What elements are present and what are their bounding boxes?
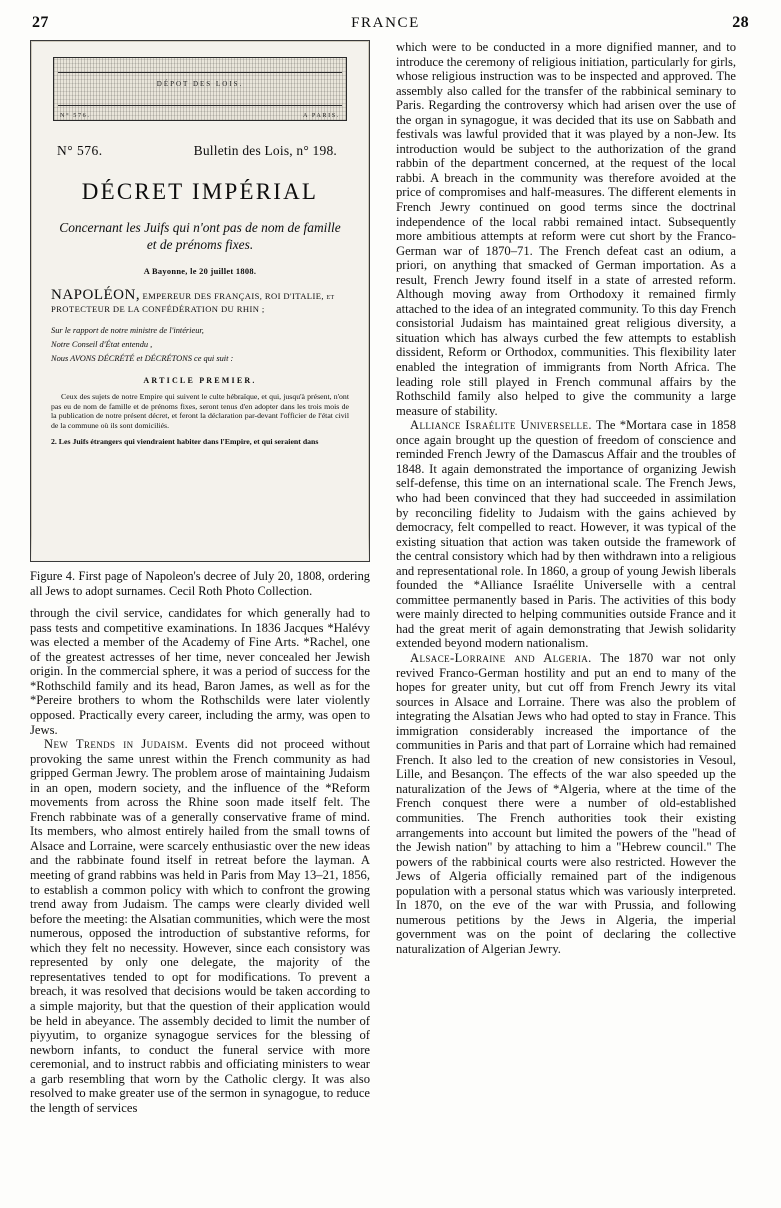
decree-facsimile-image xyxy=(30,40,370,562)
facsimile-decree-title: DÉCRET IMPÉRIAL xyxy=(81,179,319,204)
two-column-body xyxy=(30,40,751,1190)
facsimile-decree-subtitle: Concernant les Juifs qui n'ont pas de nom de famille et de prénoms fixes. xyxy=(59,220,341,252)
facsimile-preamble-titles: EMPEREUR DES FRANÇAIS, ROI D'ITALIE, et PROTECTEUR DE LA CONFÉDÉRATION DU RHIN ; xyxy=(51,291,335,314)
facsimile-place-date: A Bayonne, le 20 juillet 1808. xyxy=(143,267,257,276)
paragraph-dignified-manner: which were to be conducted in a more dignified manner, and to introduce the ceremony of religious initiation, particularly for girls, whose religious instruction was to be inspected and approved. The assembly also called for the transfer of the rabbinical seminary to Paris. Regarding the controversy which had arisen over the use of the organ in synagogue, it was decided that its use on Sabbath and festivals was lawful provided that it was played by a non-Jew. Its introduction would be subject to the authorization of the grand rabbin of the department concerned, at the request of the local rabbi. A breach in the community was therefore avoided at the price of compromises and half-measures. The different elements in French Jewry continued on good terms since the doctrinal independence of the local rabbi remained intact. Subsequently more ambitious attempts at reform were cut short by the Franco-German war of 1870–71. The French defeat cast an odium, a priori, on anything that smacked of German importation. As a result, French Jewry found itself in a state of arrested reform. Although moving away from Orthodoxy it remained firmly attached to the idea of an integrated community. To this day French consistorial Judaism has maintained great religious diversity, a situation which has always curbed the few attempts to establish dissident, Reform or Orthodox, communities. This flexibility later enabled the integration of immigrants from North Africa. The leading role still played in French communal affairs by the Rothschild family also helped to give the community a large measure of stability. xyxy=(396,40,736,418)
facsimile-bulletin-label: Bulletin des Lois, n° 198. xyxy=(193,143,337,158)
paragraph-civil-service: through the civil service, candidates for which generally had to pass tests and competitive examinations. In 1836 Jacques *Halévy was elected a member of the Academy of Fine Arts. *Rachel, one of the greatest actresses of her time, never concealed her Jewish origin. In the commercial sphere, it was a period of success for the *Rothschild family and its head, Baron James, as well as for the *Pereire brothers to whom the Rothschilds were later violently opposed. Practically every career, including the army, was open to Jews. xyxy=(30,606,370,737)
facsimile-line-1: Sur le rapport de notre ministre de l'intérieur, xyxy=(51,326,204,335)
facsimile-decree-number: N° 576. xyxy=(57,143,103,158)
facsimile-preamble-name: NAPOLÉON, xyxy=(51,287,141,303)
left-column xyxy=(30,40,372,1190)
facsimile-article-text: Ceux des sujets de notre Empire qui suivent le culte hébraïque, et qui, jusqu'à présent, n'ont pas eu de nom de famille et de prénoms fixes, seront tenus d'en adopter dans les trois mois de la publication de notre présent décret, et feront la déclaration par-devant l'officier de l'état civil de la commune où ils sont domiciliés. xyxy=(51,392,349,430)
facsimile-preamble-lines xyxy=(47,324,353,366)
right-column xyxy=(394,40,736,1190)
running-head xyxy=(30,14,751,32)
facsimile-bottom-fade xyxy=(31,535,369,561)
figure-caption: Figure 4. First page of Napoleon's decree of July 20, 1808, ordering all Jews to adopt surnames. Cecil Roth Photo Collection. xyxy=(30,569,370,598)
facsimile-preamble xyxy=(47,289,353,316)
running-head-title: FRANCE xyxy=(351,15,420,31)
figure-4 xyxy=(30,40,370,598)
facsimile-line-2: Notre Conseil d'État entendu , xyxy=(51,340,153,349)
facsimile-band-left: N° 576. xyxy=(60,112,91,119)
facsimile-article-2: 2. Les Juifs étrangers qui viendraient habiter dans l'Empire, et qui seraient dans xyxy=(51,437,319,447)
paragraph-alliance-text: The *Mortara case in 1858 once again brought up the question of freedom of conscience and reminded French Jewry of the Damascus Affair and the troubles of 1848. It again demonstrated the importance of organizing Jewish self-defense, this time on an international scale. The French Jews, who had been convinced that they had succeeded in assimilation by reconciling fidelity to Judaism with the gains achieved by democracy, felt compelled to react. However, it was typical of the existing situation that action was taken outside the framework of the central consistory which had by then withdrawn into a religious and representational role. In 1860, a group of young Jewish liberals founded the *Alliance Israélite Universelle with a central committee permanently based in Paris. The activities of this body were mainly directed to helping communities outside France and it had the great merit of again demonstrating that Jewish solidarity extended beyond modern nationalism. xyxy=(396,418,736,651)
facsimile-article-heading: ARTICLE PREMIER. xyxy=(143,376,257,385)
paragraph-new-trends xyxy=(30,737,370,1115)
page-number-left: 27 xyxy=(32,14,49,31)
facsimile-bulletin-line xyxy=(57,143,337,159)
facsimile-line-3: Nous AVONS DÉCRÉTÉ et DÉCRÉTONS ce qui suit : xyxy=(51,354,234,363)
engraved-header-band xyxy=(53,57,347,121)
facsimile-band-center: DÉPOT DES LOIS. xyxy=(156,80,244,88)
paragraph-alsace-algeria-text: The 1870 war not only revived Franco-German hostility and put an end to many of the hopes for greater unity, but cut off from French Jewry its vital sources in Alsace and Lorraine. There was also the problem of integrating the Alsatian Jews who had opted to stay in France. This immigration considerably increased the importance of the communities in Paris and that part of Lorraine which had remained French. It also led to the creation of new consistories in Vesoul, Lille, and Besançon. The effects of the war also speeded up the naturalization of the Jews of *Algeria, where at the time of the French conquest there were a number of old-established communities. The French authorities took their existing arrangements into account but limited the powers of the "head of the Jewish nation" by attaching to him a "Hebrew council." The powers of the rabbinical courts were also restricted. However the Jews of Algeria officially remained part of the indigenous population with a personal status which was variously interpreted. In 1870, on the eve of the war with Prussia, and following numerous petitions by the Jews in Algeria, the imperial government was on the point of declaring the collective naturalization of Algerian Jewry. xyxy=(396,650,736,956)
subheading-alliance-israelite: Alliance Israélite Universelle. xyxy=(410,418,592,433)
page-number-right: 28 xyxy=(732,14,749,31)
facsimile-band-right: A PARIS. xyxy=(303,112,340,119)
paragraph-alliance xyxy=(396,418,736,651)
subheading-alsace-lorraine-algeria: Alsace-Lorraine and Algeria. xyxy=(410,650,592,665)
subheading-new-trends: New Trends in Judaism. xyxy=(44,737,189,752)
paragraph-new-trends-text: Events did not proceed without provoking the same unrest within the French community as had gripped German Jewry. The problem arose of maintaining Judaism in an open, modern society, and the influence of the *Reform movements from across the Rhine soon made itself felt. The French rabbinate was of a generally conservative frame of mind. Its members, who almost entirely hailed from the small towns of Alsace and Lorraine, were scarcely enthusiastic over the new ideas and the rabbinate found itself in retreat before the layman. A meeting of grand rabbins was held in Paris from May 13–21, 1856, to establish a common policy with which to confront the growing trend away from Judaism. The camps were clearly divided well before the meeting: the Alsatian communities, which were the most numerous, opposed the introduction of substantive reforms, for which they felt no necessity. However, since each consistory was represented by only one delegate, the majority of the representatives tended to opt for modifications. To prevent a breach, it was resolved that decisions would be taken according to a simple majority, but that the question of their application would be held in abeyance. The assembly decided to limit the number of piyyutim, to organize synagogue services for the blessing of newborn infants, to conduct the funeral service with more ceremonial, and to instruct rabbis and officiating ministers to wear a garb resembling that worn by the Catholic clergy. It was also resolved to make greater use of the sermon in synagogue, to reduce the length of services xyxy=(30,737,370,1115)
paragraph-alsace-algeria xyxy=(396,651,736,956)
